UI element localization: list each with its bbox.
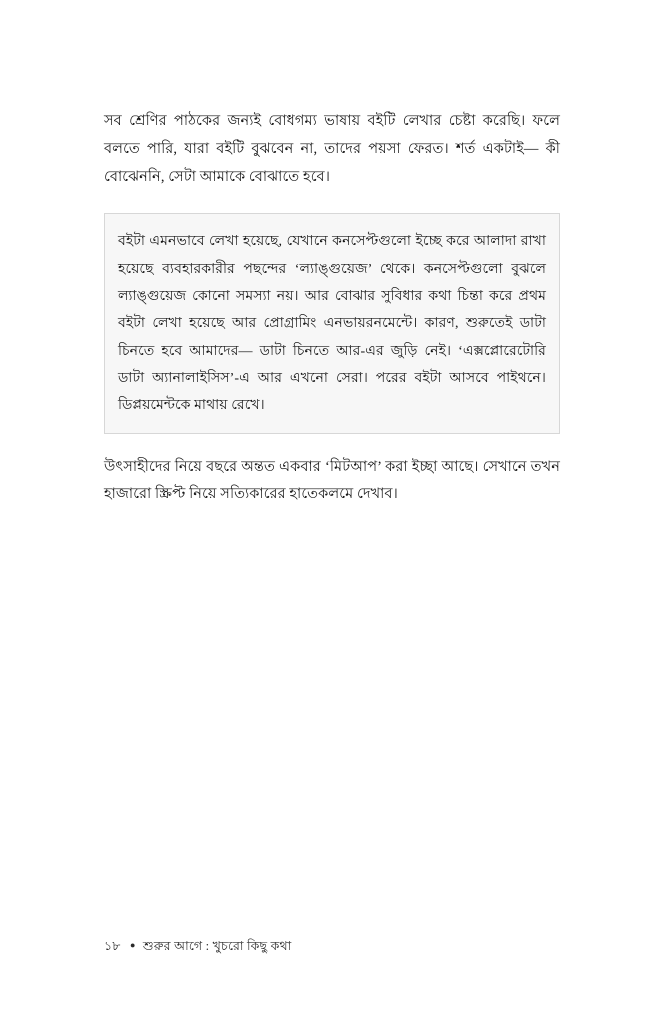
footer-chapter-title: শুরুর আগে : খুচরো কিছু কথা — [142, 939, 292, 953]
callout-text: বইটা এমনভাবে লেখা হয়েছে, যেখানে কনসেপ্টগুলো ইচ্ছে করে আলাদা রাখা হয়েছে ব্যবহারকারীর পছন্দের ‘ল্যাঙ্গুয়েজ’ থেকে। কনসেপ্টগুলো বুঝলে ল্যাঙ্গুয়েজ কোনো সমস্যা নয়। আর বোঝার সুবিধার কথা চিন্তা করে প্রথম বইটা লেখা হয়েছে আর প্রোগ্রামিং এনভায়রনমেন্টে। কারণ, শুরুতেই ডাটা চিনতে হবে আমাদের— ডাটা চিনতে আর-এর জুড়ি নেই। ‘এক্সপ্লোরেটোরি ডাটা অ্যানালাইসিস’-এ আর এখনো সেরা। পরের বইটা আসবে পাইথনে। ডিপ্লয়মেন্টকে মাথায় রেখে। — [118, 234, 546, 414]
paragraph-intro: সব শ্রেণির পাঠকের জন্যই বোধগম্য ভাষায় বইটি লেখার চেষ্টা করেছি। ফলে বলতে পারি, যারা বইটি বুঝবেন না, তাদের পয়সা ফেরত। শর্ত একটাই— কী বোঝেননি, সেটা আমাকে বোঝাতে হবে। — [104, 113, 560, 185]
page-content — [104, 108, 560, 509]
callout-box — [104, 213, 560, 433]
paragraph-closing: উৎসাহীদের নিয়ে বছরে অন্তত একবার ‘মিটআপ’ করা ইচ্ছা আছে। সেখানে তখন হাজারো স্ক্রিপ্ট নিয়ে সত্যিকারের হাতেকলমে দেখাব। — [104, 458, 560, 503]
footer-page-number: ১৮ — [104, 939, 121, 953]
bullet-icon: ● — [129, 940, 136, 950]
page-footer — [104, 938, 560, 958]
